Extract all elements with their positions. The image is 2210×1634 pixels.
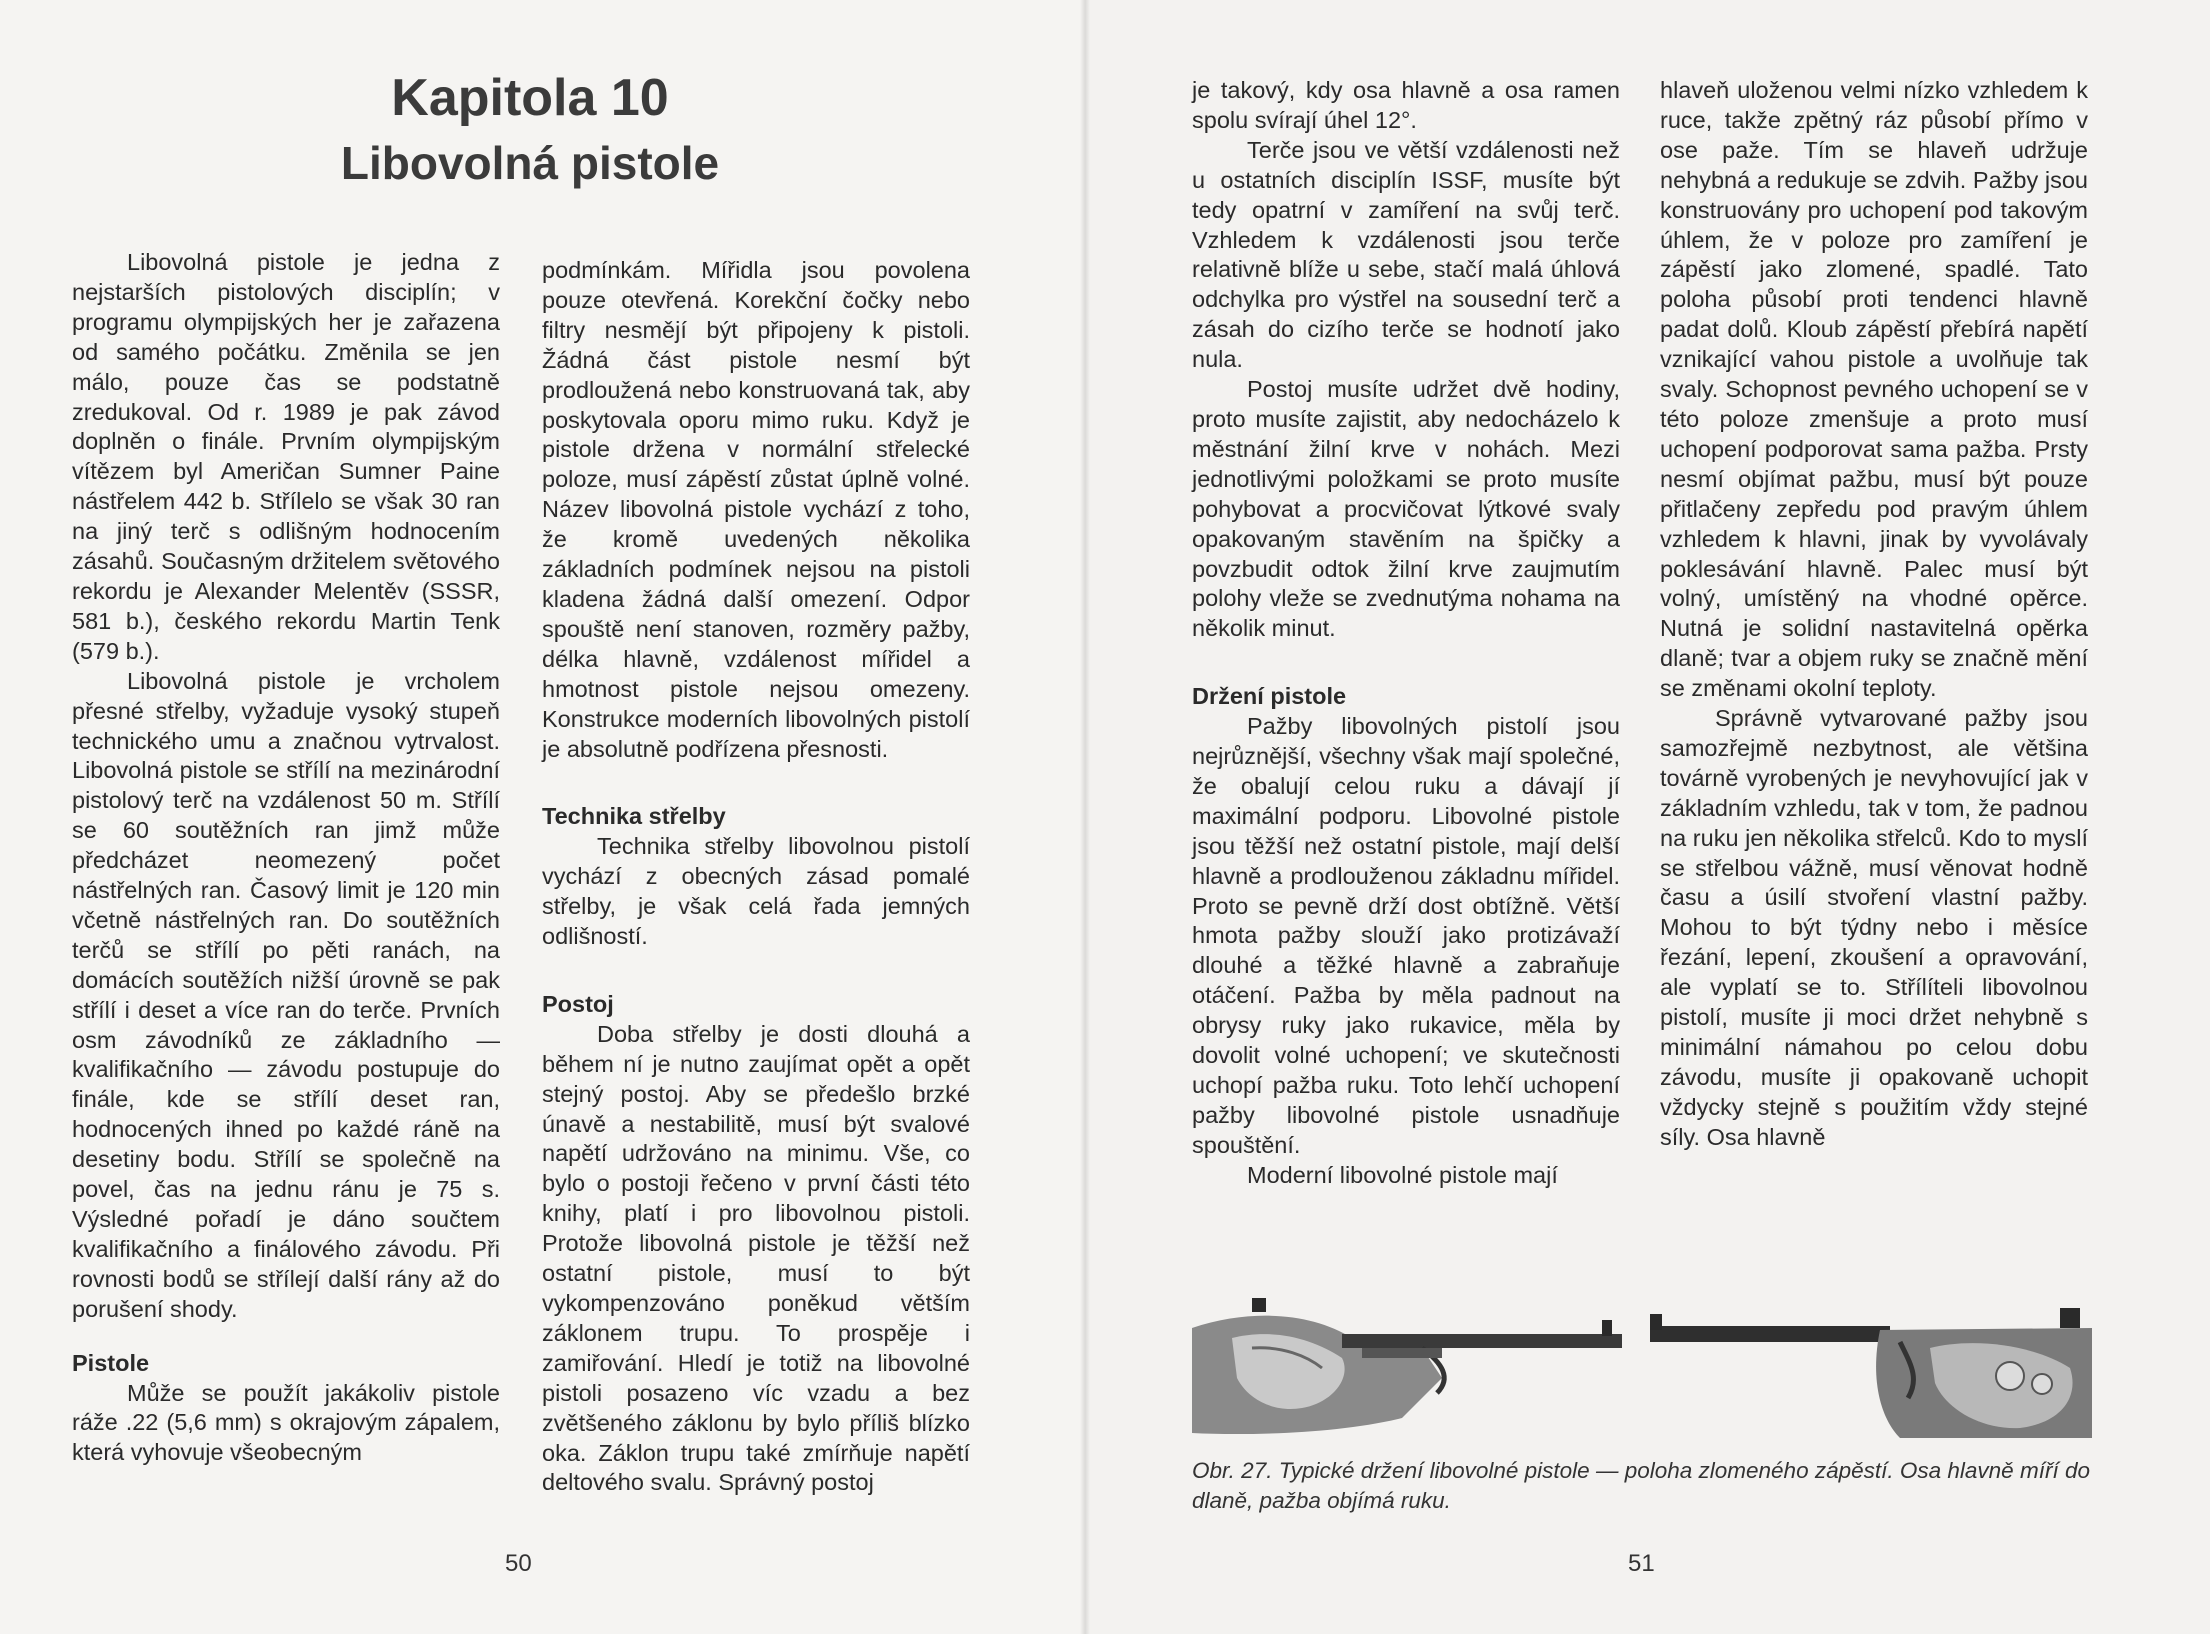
page-number-left: 50: [505, 1550, 532, 1577]
paragraph: Moderní libovolné pistole mají: [1247, 1161, 1558, 1188]
pistol-grip-photo-right: [1650, 1268, 2092, 1438]
chapter-title: Libovolná pistole: [340, 137, 720, 189]
section-heading-drzeni: Držení pistole: [1192, 683, 1347, 710]
paragraph: podmínkám. Mířidla jsou povolena pouze otevřená. Korekční čočky nebo filtry nesmějí být připojeny k pistoli. Žádná část pistole nesmí být prodloužená nebo konstruovaná tak, aby poskytovala oporu mimo ruku. Když je pistole držena v normální střelecké poloze, musí zápěstí zůstat úplně volné. Název libovolná pistole vychází z toho, že kromě uvedených několika základních podmínek nejsou na pistoli kladena žádná další omezení. Odpor spouště není stanoven, rozměry pažby, délka hlavně, vzdálenost mířidel a hmotnost pistole nejsou omezeny. Konstrukce moderních libovolných pistolí je absolutně podřízena přesnosti.: [542, 257, 970, 762]
paragraph: Technika střelby libovolnou pistolí vychází z obecných zásad pomalé střelby, je však celá řada jemných odlišností.: [542, 833, 970, 950]
page-number-right: 51: [1628, 1550, 1655, 1577]
paragraph: Může se použít jakákoliv pistole ráže .22 (5,6 mm) s okrajovým zápalem, která vyhovuje všeobecným: [72, 1379, 500, 1466]
paragraph: Terče jsou ve větší vzdálenosti než u ostatních disciplín ISSF, musíte být tedy opatrní v zamíření na svůj terč. Vzhledem k vzdálenosti jsou terče relativně blíže u sebe, stačí malá úhlová odchylka pro výstřel na sousední terč a zásah do cizího terče se hodnotí jako nula.: [1192, 136, 1620, 373]
paragraph: Pažby libovolných pistolí jsou nejrůznější, všechny však mají společné, že obalují celou ruku a dávají jí maximální podporu. Libovolné pistole jsou těžší než ostatní pistole, mají delší hlavně a prodlouženou základnu mířidel. Proto se pevně drží dost obtížně. Větší hmota pažby slouží jako protizávaží dlouhé a těžké hlavně a zabraňuje otáčení. Pažba by měla padnout na obrysy ruky jako rukavice, měla by dovolit volné uchopení; ve skutečnosti uchopí pažba ruku. Toto lehčí uchopení pažby libovolné pistole usnadňuje spouštění.: [1192, 713, 1620, 1158]
left-page: [0, 0, 1085, 1634]
section-heading-pistole: Pistole: [72, 1349, 150, 1376]
chapter-number: Kapitola 10: [391, 69, 669, 127]
right-page-column-2: [1660, 76, 2088, 1153]
paragraph: Správně vytvarované pažby jsou samozřejmě nezbytnost, ale většina továrně vyrobených je nevyhovující jak v základním vzhledu, tak v tom, že padnou na ruku jen několika střelců. Kdo to myslí se střelbou vážně, musí věnovat hodně času a úsilí stvoření vlastní pažby. Mohou to být týdny nebo i měsíce řezání, lepení, zkoušení a opravování, ale vyplatí se to. Střílíteli libovolnou pistolí, musíte ji moci držet nehybně s minimální námahou po celou dobu závodu, musíte ji opakovaně uchopit vždycky stejně s použitím vždy stejné síly. Osa hlavně: [1660, 705, 2088, 1150]
left-page-column-2: [542, 256, 970, 1498]
left-page-column-1: [72, 248, 500, 1468]
paragraph: Libovolná pistole je jedna z nejstarších pistolových disciplín; v programu olympijských her je zařazena od samého počátku. Změnila se jen málo, pouze čas se podstatně zredukoval. Od r. 1989 je pak závod doplněn o finále. Prvním olympijským vítězem byl Američan Sumner Paine nástřelem 442 b. Střílelo se však 30 ran na jiný terč s odlišným hodnocením zásahů. Současným držitelem světového rekordu je Alexander Melentěv (SSSR, 581 b.), českého rekordu Martin Tenk (579 b.).: [72, 249, 500, 664]
paragraph: hlaveň uloženou velmi nízko vzhledem k ruce, takže zpětný ráz působí přímo v ose paže. Tím se hlaveň udržuje nehybná a redukuje se zdvih. Pažby jsou konstruovány pro uchopení pod takovým úhlem, že v poloze pro zamíření je zápěstí jako zlomené, spadlé. Tato poloha působí proti tendenci hlavně padat dolů. Kloub zápěstí přebírá napětí vznikající vahou pistole a uvolňuje tak svaly. Schopnost pevného uchopení se v této poloze zmenšuje a proto musí uchopení podporovat sama pažba. Prsty nesmí objímat pažbu, musí být pouze přitlačeny zepředu pod pravým úhlem vzhledem k hlavni, jinak by vyvolávaly poklesávání hlavně. Palec musí být volný, umístěný na vhodné opěrce. Nutná je solidní nastavitelná opěrka dlaně; tvar a objem ruky se značně mění se změnami okolní teploty.: [1660, 77, 2088, 702]
figure-caption: Obr. 27. Typické držení libovolné pistole — poloha zlomeného zápěstí. Osa hlavně míří do dlaně, pažba objímá ruku.: [1192, 1458, 2090, 1513]
paragraph: Doba střelby je dosti dlouhá a během ní je nutno zaujímat opět a opět stejný postoj. Aby se předešlo brzké únavě a nestabilitě, musí být svalové napětí udržováno na minimu. Vše, co bylo o postoji řečeno v první části této knihy, platí i pro libovolnou pistoli. Protože libovolná pistole je těžší než ostatní pistole, musí to být vykompenzováno poněkud větším záklonem trupu. To prospěje i zamiřování. Hledí je totiž na libovolné pistoli posazeno víc vzadu a bez zvětšeného záklonu by bylo příliš blízko oka. Záklon trupu také zmírňuje napětí deltového svalu. Správný postoj: [542, 1020, 970, 1496]
pistol-grip-photo-left: [1192, 1268, 1634, 1438]
section-heading-technika: Technika střelby: [542, 803, 726, 830]
paragraph: Libovolná pistole je vrcholem přesné střelby, vyžaduje vysoký stupeň technického umu a značnou vytrvalost. Libovolná pistole se střílí na mezinárodní pistolový terč na vzdálenost 50 m. Střílí se 60 soutěžních ran jimž může předcházet neomezený počet nástřelných ran. Časový limit je 120 min včetně nástřelných ran. Do soutěžních terčů se střílí po pěti ranách, na domácích soutěžích nižší úrovně se pak střílí i deset a více ran do terče. Prvních osm závodníků ze základního — kvalifikačního — závodu postupuje do finále, kde se střílí deset ran, hodnocených ihned po každé ráně na desetiny bodu. Střílí se společně na povel, čas na jednu ránu je 75 s. Výsledné pořadí je dáno součtem kvalifikačního a finálového závodu. Při rovnosti bodů se střílejí další rány až do porušení shody.: [72, 667, 500, 1322]
right-page-column-1: [1192, 76, 1620, 1191]
paragraph: je takový, kdy osa hlavně a osa ramen spolu svírají úhel 12°.: [1192, 77, 1620, 133]
section-heading-postoj: Postoj: [542, 990, 614, 1017]
paragraph: Postoj musíte udržet dvě hodiny, proto musíte zajistit, aby nedocházelo k městnání žilní krve v nohách. Mezi jednotlivými položkami se proto musíte pohybovat a procvičovat lýtkové svaly opakovaným stavěním na špičky a povzbudit odtok žilní krve zaujmutím polohy vleže se zvednutýma nohama na několik minut.: [1192, 376, 1620, 642]
book-gutter: [1080, 0, 1090, 1634]
